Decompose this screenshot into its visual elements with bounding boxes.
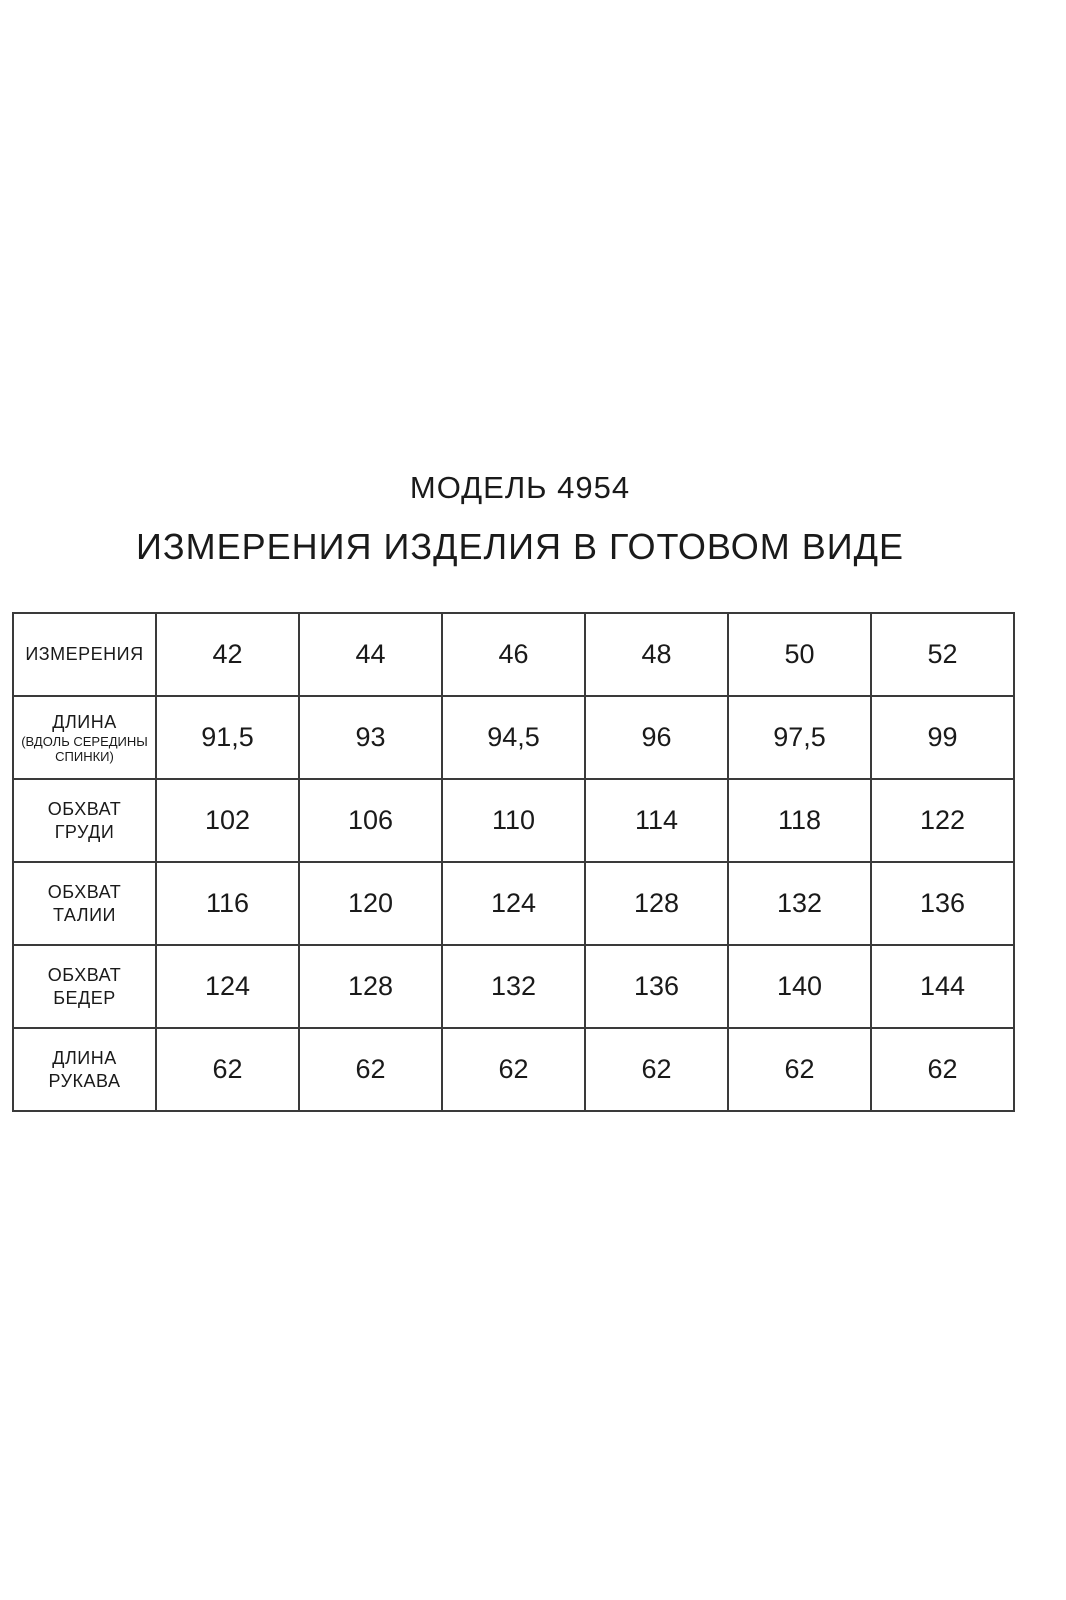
table-cell: 128 bbox=[299, 945, 442, 1028]
size-header: 46 bbox=[442, 613, 585, 696]
row-label-note: (ВДОЛЬ СЕРЕДИНЫ bbox=[21, 734, 148, 749]
table-cell: 62 bbox=[871, 1028, 1014, 1111]
table-cell: 97,5 bbox=[728, 696, 871, 779]
row-label-line: ОБХВАТ bbox=[47, 798, 122, 819]
table-cell: 116 bbox=[156, 862, 299, 945]
table-cell: 62 bbox=[442, 1028, 585, 1111]
row-label-line: РУКАВА bbox=[48, 1070, 121, 1091]
table-cell: 118 bbox=[728, 779, 871, 862]
row-label-line: БЕДЕР bbox=[53, 987, 116, 1008]
table-cell: 114 bbox=[585, 779, 728, 862]
table-cell: 93 bbox=[299, 696, 442, 779]
table-row bbox=[13, 945, 1014, 1028]
row-label-waist bbox=[13, 862, 156, 945]
size-table bbox=[12, 612, 1015, 1112]
table-cell: 136 bbox=[871, 862, 1014, 945]
table-row bbox=[13, 1028, 1014, 1111]
size-header: 42 bbox=[156, 613, 299, 696]
size-header: 48 bbox=[585, 613, 728, 696]
table-cell: 102 bbox=[156, 779, 299, 862]
table-cell: 96 bbox=[585, 696, 728, 779]
table-row bbox=[13, 862, 1014, 945]
row-label-chest bbox=[13, 779, 156, 862]
row-label-line: ГРУДИ bbox=[54, 821, 115, 842]
row-label-length bbox=[13, 696, 156, 779]
table-cell: 62 bbox=[299, 1028, 442, 1111]
table-cell: 120 bbox=[299, 862, 442, 945]
table-cell: 144 bbox=[871, 945, 1014, 1028]
size-header: 44 bbox=[299, 613, 442, 696]
row-label-hips bbox=[13, 945, 156, 1028]
row-label-line: ОБХВАТ bbox=[47, 964, 122, 985]
row-label-line: ДЛИНА bbox=[52, 712, 117, 732]
table-cell: 140 bbox=[728, 945, 871, 1028]
row-label-line: ДЛИНА bbox=[52, 1047, 117, 1068]
table-cell: 62 bbox=[585, 1028, 728, 1111]
table-cell: 91,5 bbox=[156, 696, 299, 779]
table-row bbox=[13, 779, 1014, 862]
size-header: 50 bbox=[728, 613, 871, 696]
model-title: МОДЕЛЬ 4954 bbox=[409, 470, 631, 505]
table-cell: 132 bbox=[442, 945, 585, 1028]
row-label-note: СПИНКИ) bbox=[55, 749, 114, 764]
table-cell: 128 bbox=[585, 862, 728, 945]
row-label-line: ОБХВАТ bbox=[47, 881, 122, 902]
table-row bbox=[13, 696, 1014, 779]
table-cell: 124 bbox=[442, 862, 585, 945]
page-title: ИЗМЕРЕНИЯ ИЗДЕЛИЯ В ГОТОВОМ ВИДЕ bbox=[136, 526, 904, 567]
corner-label: ИЗМЕРЕНИЯ bbox=[13, 613, 156, 696]
table-cell: 124 bbox=[156, 945, 299, 1028]
table-cell: 122 bbox=[871, 779, 1014, 862]
table-cell: 94,5 bbox=[442, 696, 585, 779]
table-cell: 62 bbox=[156, 1028, 299, 1111]
row-label-sleeve bbox=[13, 1028, 156, 1111]
table-cell: 62 bbox=[728, 1028, 871, 1111]
table-cell: 99 bbox=[871, 696, 1014, 779]
table-cell: 106 bbox=[299, 779, 442, 862]
size-header: 52 bbox=[871, 613, 1014, 696]
table-cell: 110 bbox=[442, 779, 585, 862]
table-cell: 136 bbox=[585, 945, 728, 1028]
row-label-line: ТАЛИИ bbox=[53, 904, 116, 925]
table-cell: 132 bbox=[728, 862, 871, 945]
table-header-row bbox=[13, 613, 1014, 696]
